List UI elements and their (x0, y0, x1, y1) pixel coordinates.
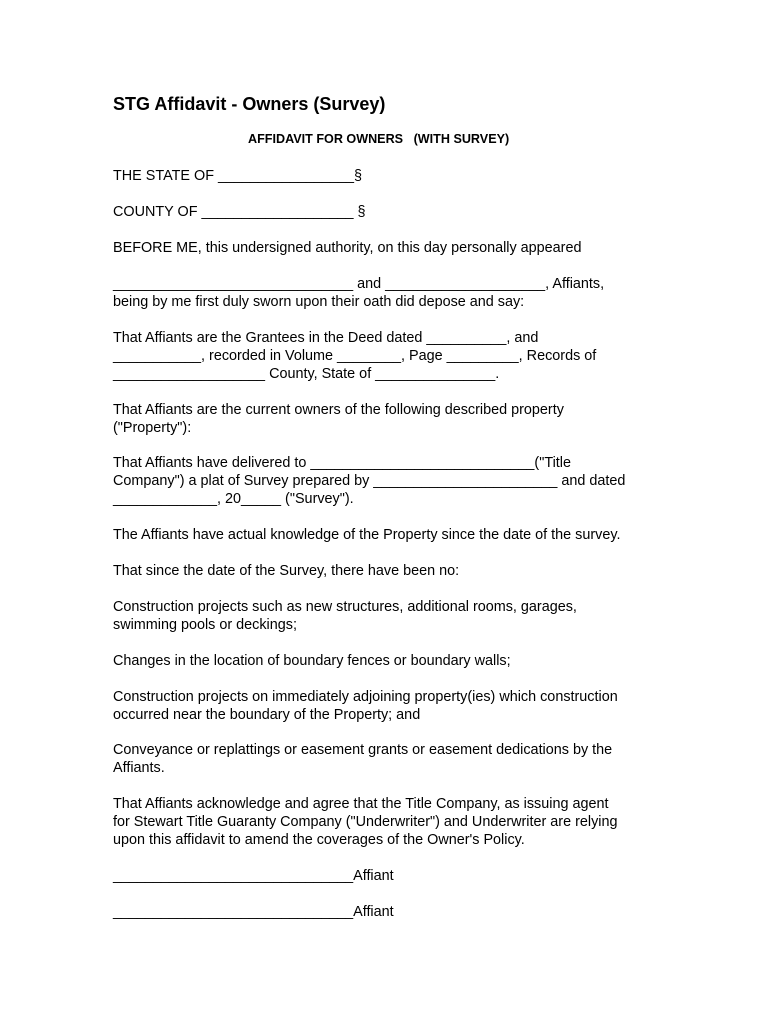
paragraph-line: Changes in the location of boundary fences or boundary walls; (113, 653, 511, 669)
paragraph-line: Construction projects such as new structures, additional rooms, garages, (113, 599, 577, 615)
paragraph-line: _____________, 20_____ ("Survey"). (113, 491, 354, 507)
paragraph-line: Affiants. (113, 760, 165, 776)
county-line: COUNTY OF ___________________ § (113, 204, 366, 220)
signature-line-affiant-2: ______________________________Affiant (113, 904, 394, 920)
paragraph-line: That Affiants have delivered to ____________________________("Title (113, 455, 571, 471)
paragraph-line: for Stewart Title Guaranty Company ("Underwriter") and Underwriter are relying (113, 814, 618, 830)
paragraph-line: That Affiants are the current owners of the following described property (113, 402, 564, 418)
paragraph-line: That Affiants are the Grantees in the Deed dated __________, and (113, 330, 539, 346)
paragraph-line: ___________________ County, State of _______________. (113, 366, 500, 382)
paragraph-line: ___________, recorded in Volume ________, Page _________, Records of (113, 348, 597, 364)
paragraph-line: ("Property"): (113, 420, 192, 436)
paragraph-line: BEFORE ME, this undersigned authority, on this day personally appeared (113, 240, 582, 256)
paragraph-line: Conveyance or replattings or easement grants or easement dedications by the (113, 742, 613, 758)
paragraph-line: The Affiants have actual knowledge of the Property since the date of the survey. (113, 527, 621, 543)
paragraph-line: Company") a plat of Survey prepared by _______________________ and dated (113, 473, 626, 489)
paragraph-line: ______________________________ and ____________________, Affiants, (113, 276, 605, 292)
paragraph-line: occurred near the boundary of the Property; and (113, 707, 421, 723)
signature-line-affiant-1: ______________________________Affiant (113, 868, 394, 884)
paragraph-line: That since the date of the Survey, there have been no: (113, 563, 460, 579)
state-line: THE STATE OF _________________§ (113, 168, 363, 184)
paragraph-line: Construction projects on immediately adjoining property(ies) which construction (113, 689, 618, 705)
document-title: STG Affidavit - Owners (Survey) (113, 94, 386, 114)
paragraph-line: That Affiants acknowledge and agree that the Title Company, as issuing agent (113, 796, 609, 812)
paragraph-line: upon this affidavit to amend the coverages of the Owner's Policy. (113, 832, 525, 848)
paragraph-line: being by me first duly sworn upon their oath did depose and say: (113, 294, 525, 310)
paragraph-line: swimming pools or deckings; (113, 617, 297, 633)
document-subtitle: AFFIDAVIT FOR OWNERS (WITH SURVEY) (248, 132, 510, 146)
